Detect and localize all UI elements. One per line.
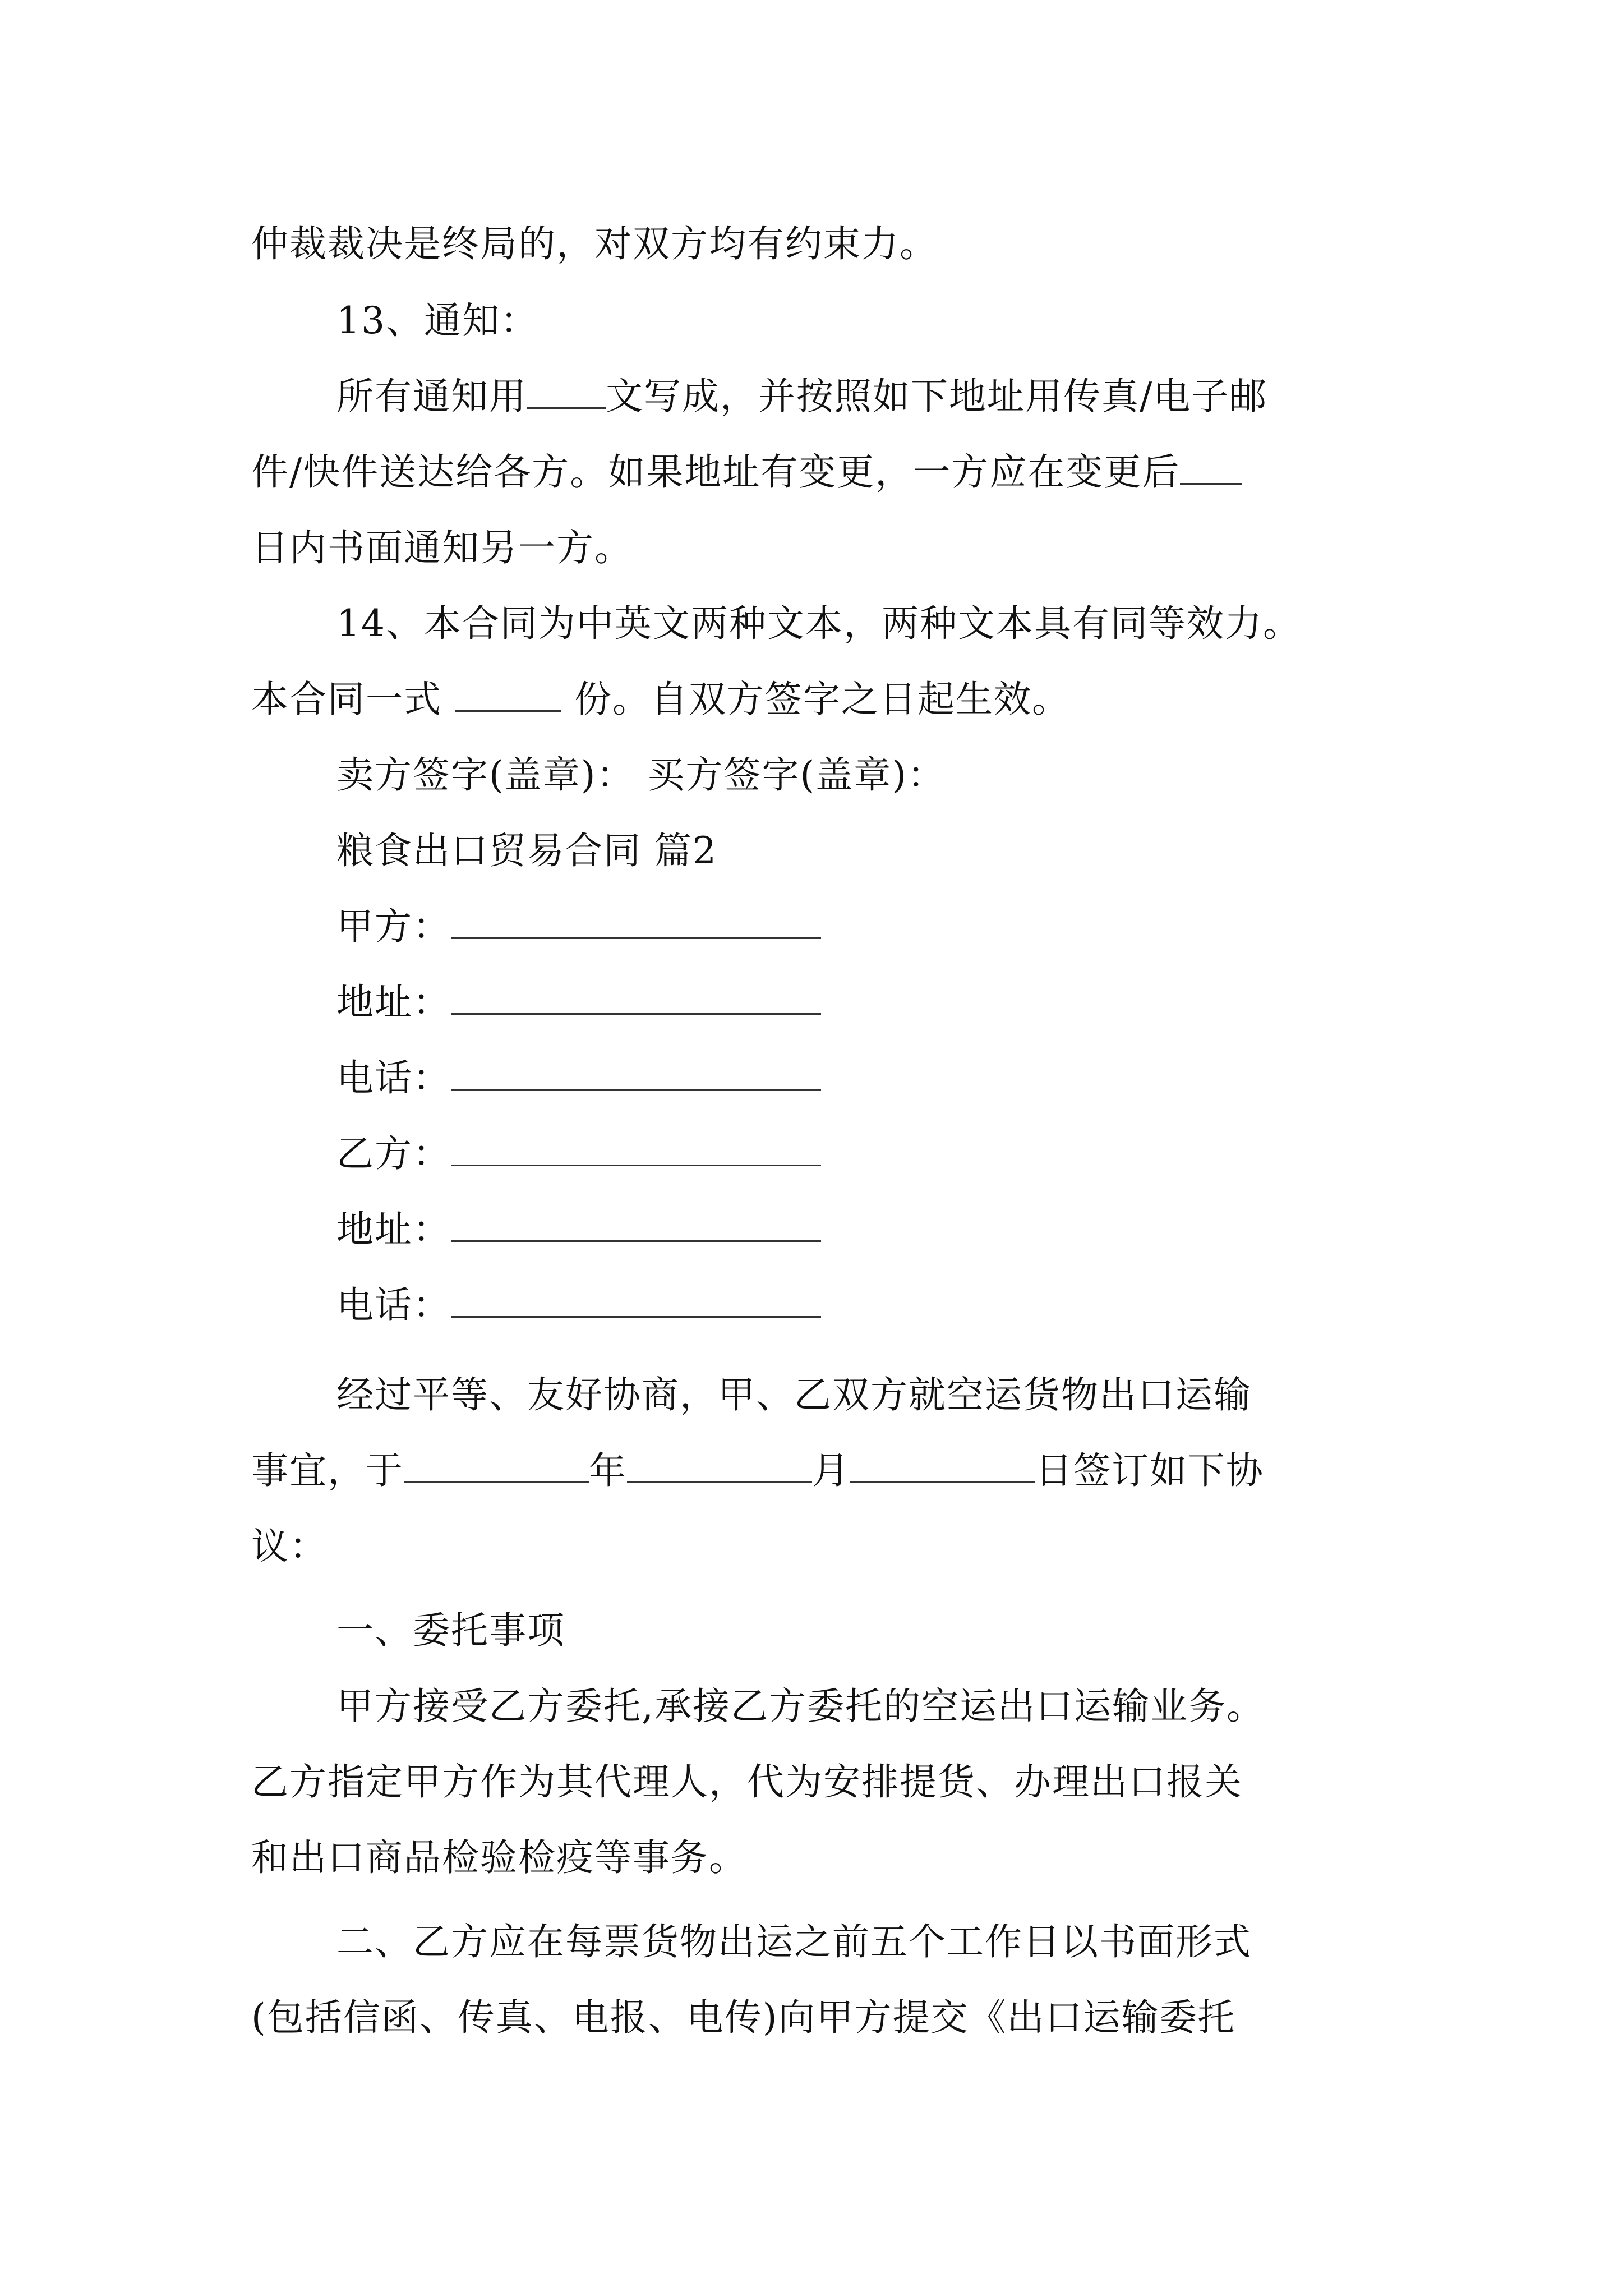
fill-in-blank <box>850 1447 1035 1483</box>
document-subtitle <box>336 817 1481 885</box>
paragraph-line <box>336 363 1481 430</box>
fill-in-blank <box>1180 448 1242 485</box>
line-text: 件/快件送达给各方。如果地址有变更，一方应在变更后 <box>251 450 1181 494</box>
party-field <box>336 1272 1481 1339</box>
paragraph-line <box>251 1824 1395 1892</box>
line-text: (包括信函、传真、电报、电传)向甲方提交《出口运输委托 <box>251 1996 1236 2039</box>
line-text: 二、乙方应在每票货物出运之前五个工作日以书面形式 <box>336 1920 1252 1963</box>
line-text: 乙方指定甲方作为其代理人，代为安排提货、办理出口报关 <box>251 1760 1243 1803</box>
party-field <box>336 1196 1481 1263</box>
party-field <box>336 1045 1481 1112</box>
fill-in-blank <box>451 903 821 939</box>
line-text: 粮食出口贸易合同 篇2 <box>336 829 717 872</box>
fill-in-blank <box>527 372 606 409</box>
line-text: 日内书面通知另一方。 <box>251 526 633 569</box>
paragraph-line <box>336 1908 1481 1976</box>
fill-in-blank <box>451 1205 821 1242</box>
field-label: 乙方： <box>336 1132 451 1175</box>
party-field <box>336 893 1481 960</box>
line-text: 议： <box>251 1525 328 1568</box>
party-field <box>336 969 1481 1036</box>
line-text: 月 <box>812 1449 850 1492</box>
paragraph-line <box>251 1437 1395 1504</box>
paragraph-line <box>336 1673 1481 1740</box>
field-label: 地址： <box>336 981 451 1024</box>
fill-in-blank <box>451 978 821 1015</box>
line-text: 一、委托事项 <box>336 1609 565 1652</box>
paragraph-line <box>251 1749 1395 1816</box>
line-text: 14、本合同为中英文两种文本，两种文本具有同等效力。 <box>336 602 1301 645</box>
paragraph-line <box>251 514 1395 582</box>
fill-in-blank <box>451 1281 821 1318</box>
line-text: 甲方接受乙方委托,承接乙方委托的空运出口运输业务。 <box>336 1685 1265 1728</box>
field-label: 电话： <box>336 1056 451 1099</box>
line-text: 和出口商品检验检疫等事务。 <box>251 1836 747 1879</box>
line-text: 本合同一式 <box>251 678 442 721</box>
line-text: 13、通知： <box>336 299 538 342</box>
paragraph-line <box>251 210 1395 278</box>
fill-in-blank <box>627 1447 812 1483</box>
line-text: 所有通知用 <box>336 375 527 418</box>
field-label: 地址： <box>336 1208 451 1251</box>
line-text: 仲裁裁决是终局的，对双方均有约束力。 <box>251 222 938 265</box>
line-text: 年 <box>589 1449 627 1492</box>
fill-in-blank <box>455 675 561 712</box>
paragraph-line <box>336 590 1481 657</box>
section-heading <box>336 1597 1481 1664</box>
line-text: 卖方签字(盖章)： 买方签字(盖章)： <box>336 753 946 797</box>
party-field <box>336 1120 1481 1188</box>
paragraph-line <box>251 1513 1395 1580</box>
line-text: 份。自双方签字之日起生效。 <box>574 678 1070 721</box>
fill-in-blank <box>451 1054 821 1091</box>
paragraph-line <box>336 1361 1481 1429</box>
field-label: 甲方： <box>336 905 451 948</box>
line-text: 经过平等、友好协商，甲、乙双方就空运货物出口运输 <box>336 1373 1252 1416</box>
section-heading <box>336 287 1481 355</box>
signature-line <box>336 742 1481 809</box>
paragraph-line <box>251 439 1395 506</box>
field-label: 电话： <box>336 1283 451 1327</box>
line-text: 文写成，并按照如下地址用传真/电子邮 <box>606 375 1268 418</box>
line-text: 日签订如下协 <box>1035 1449 1264 1492</box>
fill-in-blank <box>451 1130 821 1166</box>
line-text: 事宜，于 <box>251 1449 404 1492</box>
fill-in-blank <box>404 1447 589 1483</box>
paragraph-line <box>251 666 1395 733</box>
paragraph-line <box>251 1984 1395 2051</box>
